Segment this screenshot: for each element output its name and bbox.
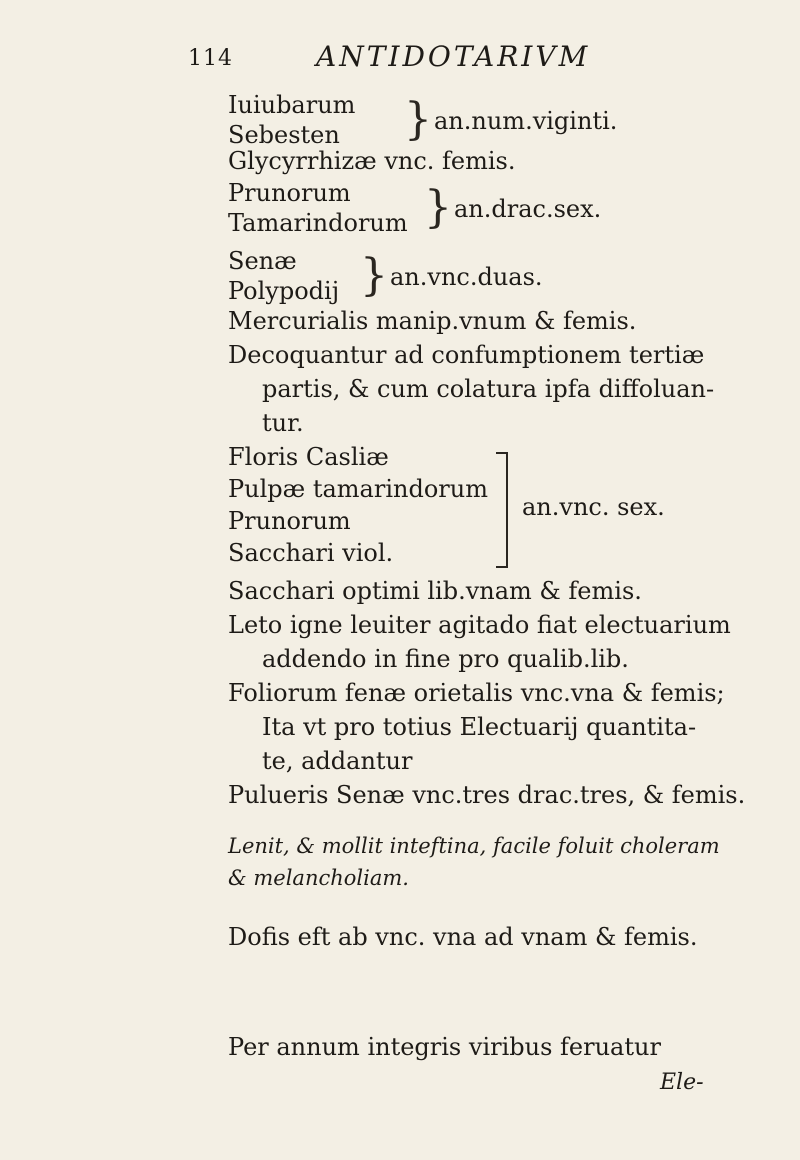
ingredient: Floris Casliæ xyxy=(228,443,389,471)
recipe-line: Sacchari optimi lib.vnam & femis. xyxy=(228,577,642,605)
page-header xyxy=(188,40,748,80)
recipe-line: Pulueris Senæ vnc.tres drac.tres, & femis. xyxy=(228,781,746,809)
ingredient: Polypodij xyxy=(228,277,340,305)
quantity: an.drac.sex. xyxy=(454,195,602,223)
recipe-line: partis, & cum colatura ipfa diffoluan- xyxy=(262,375,715,403)
recipe-line: Mercurialis manip.vnum & femis. xyxy=(228,307,637,335)
ingredient: Iuiubarum xyxy=(228,91,356,119)
ingredient: Prunorum xyxy=(228,179,351,207)
ingredient: Pulpæ tamarindorum xyxy=(228,475,488,503)
recipe-line: Glycyrrhizæ vnc. femis. xyxy=(228,147,516,175)
brace-icon: } xyxy=(424,182,452,233)
italic-note: & melancholiam. xyxy=(228,866,409,890)
recipe-line: tur. xyxy=(262,409,304,437)
ingredient: Sacchari viol. xyxy=(228,539,394,567)
recipe-line: addendo in fine pro qualib.lib. xyxy=(262,645,629,673)
running-title: ANTIDOTARIVM xyxy=(316,40,591,73)
brace-icon: } xyxy=(404,94,432,145)
page-number: 114 xyxy=(188,46,233,71)
ingredient: Senæ xyxy=(228,247,297,275)
dosage-line: Dofis eft ab vnc. vna ad vnam & femis. xyxy=(228,923,698,951)
ingredient: Prunorum xyxy=(228,507,351,535)
quantity: an.num.viginti. xyxy=(434,107,618,135)
recipe-line: Ita vt pro totius Electuarij quantita- xyxy=(262,713,697,741)
brace-icon: } xyxy=(360,250,388,301)
ingredient: Sebesten xyxy=(228,121,340,149)
bracket-icon xyxy=(496,452,508,568)
recipe-line: te, addantur xyxy=(262,747,413,775)
storage-line: Per annum integris viribus feruatur xyxy=(228,1033,661,1061)
catchword: Ele- xyxy=(660,1070,704,1095)
quantity: an.vnc.duas. xyxy=(390,263,543,291)
ingredient: Tamarindorum xyxy=(228,209,408,237)
recipe-line: Leto igne leuiter agitado fiat electuarium xyxy=(228,611,731,639)
quantity: an.vnc. sex. xyxy=(522,493,665,521)
recipe-line: Foliorum fenæ orietalis vnc.vna & femis; xyxy=(228,679,725,707)
italic-note: Lenit, & mollit inteftina, facile foluit choleram xyxy=(228,834,720,858)
recipe-line: Decoquantur ad confumptionem tertiæ xyxy=(228,341,705,369)
